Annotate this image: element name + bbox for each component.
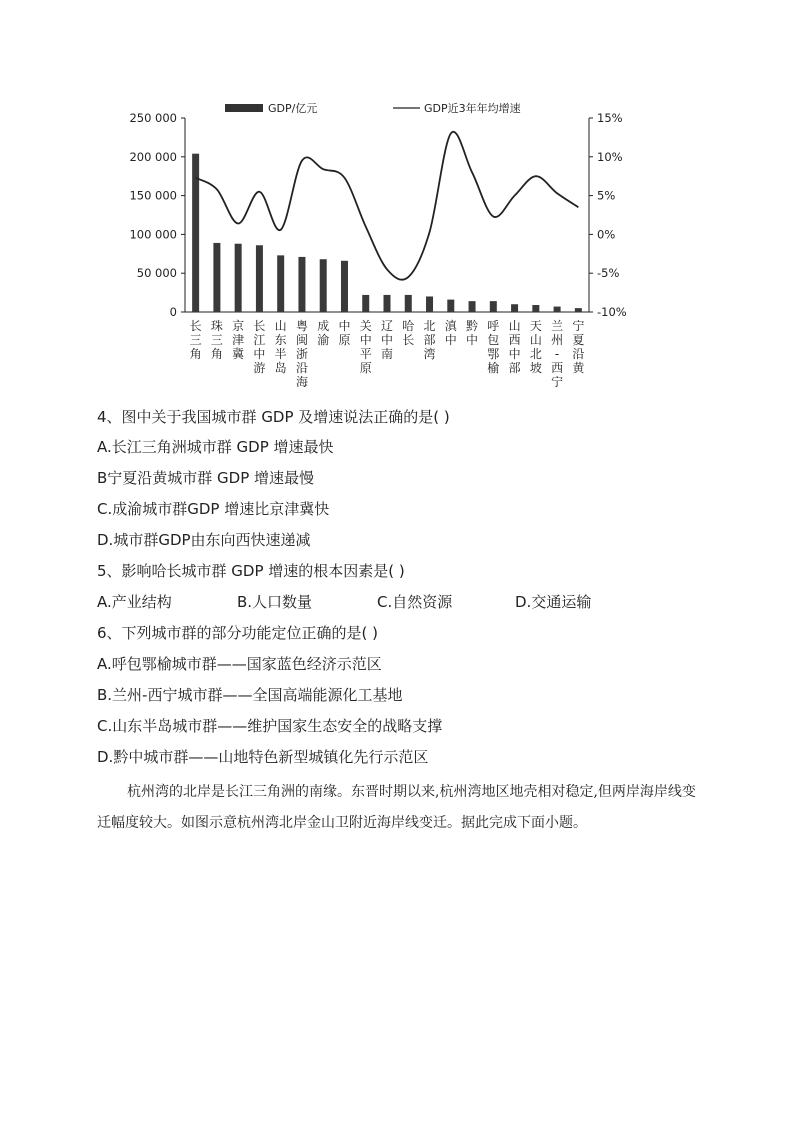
left-tick-label: 50 000 (136, 266, 177, 281)
x-category-label-char: 宁 (551, 375, 564, 389)
question-6-stem: 6、下列城市群的部分功能定位正确的是( ) (97, 624, 379, 642)
left-tick-label: 200 000 (129, 149, 177, 164)
x-category-label-char: 三 (189, 333, 202, 347)
gdp-bar (362, 295, 369, 312)
right-tick-label: 0% (597, 227, 616, 242)
x-category-label-char: 中 (466, 333, 479, 347)
x-category-label-char: 西 (508, 333, 521, 347)
x-category-label-char: 坡 (529, 361, 542, 375)
x-category-label-char: 部 (423, 333, 436, 347)
x-category-label-char: 江 (253, 333, 266, 347)
x-category-label-char: 渝 (317, 333, 330, 347)
x-category-label-char: 平 (359, 347, 372, 361)
right-tick-label: -10% (597, 305, 627, 319)
x-category-label-char: 北 (529, 347, 542, 361)
x-category-label-char: 兰 (551, 319, 564, 333)
legend-bar-swatch (225, 104, 263, 112)
left-tick-label: 0 (169, 305, 177, 319)
question-6-option-b: B.兰州-西宁城市群——全国高端能源化工基地 (97, 686, 403, 704)
question-4-option-b: B宁夏沿黄城市群 GDP 增速最慢 (97, 469, 315, 487)
x-category-label-char: 黔 (466, 319, 479, 333)
gdp-bar (490, 301, 497, 312)
gdp-bar (192, 154, 199, 312)
right-tick-label: 10% (597, 149, 623, 164)
x-category-label-char: 中 (359, 333, 372, 347)
question-6-option-d: D.黔中城市群——山地特色新型城镇化先行示范区 (97, 748, 429, 766)
x-category-label-char: 津 (232, 333, 245, 347)
left-tick-label: 100 000 (129, 227, 177, 242)
gdp-bar (405, 295, 412, 312)
x-category-label-char: 浙 (295, 347, 308, 361)
gdp-bar (320, 259, 327, 312)
question-4-stem: 4、图中关于我国城市群 GDP 及增速说法正确的是( ) (97, 408, 450, 426)
x-category-label-char: 长 (253, 319, 266, 333)
x-category-label-char: 成 (317, 319, 330, 333)
x-category-label-char: 州 (551, 333, 564, 347)
x-category-label-char: 珠 (210, 319, 223, 333)
x-category-label-char: 海 (295, 375, 308, 389)
x-category-label-char: 游 (253, 361, 266, 375)
reading-passage (97, 777, 697, 839)
x-category-label-char: 天 (529, 319, 542, 333)
x-category-label-char: 鄂 (487, 347, 500, 361)
x-category-label-char: - (554, 347, 560, 361)
x-category-label-char: 沿 (572, 347, 585, 361)
question-5-option-a: A.产业结构 (97, 593, 172, 611)
question-4-option-c: C.成渝城市群GDP 增速比京津冀快 (97, 500, 330, 518)
legend-line-label: GDP近3年年均增速 (424, 102, 521, 115)
question-5-options (97, 592, 591, 612)
gdp-bar (213, 243, 220, 312)
growth-rate-line (196, 132, 579, 280)
x-category-label-char: 角 (189, 347, 202, 361)
x-category-label-char: 角 (210, 347, 223, 361)
x-category-label-char: 辽 (380, 319, 394, 333)
gdp-bar (298, 257, 305, 312)
x-category-label-char: 冀 (232, 347, 245, 361)
x-category-label-char: 中 (253, 347, 266, 361)
x-category-label-char: 南 (380, 347, 394, 361)
right-tick-label: 15% (597, 111, 623, 125)
x-category-label-char: 沿 (295, 361, 308, 375)
gdp-bar (554, 307, 561, 312)
gdp-bar (511, 304, 518, 312)
x-category-label-char: 中 (508, 347, 521, 361)
x-category-label-char: 中 (444, 333, 457, 347)
gdp-bar (532, 305, 539, 312)
x-category-label-char: 黄 (572, 361, 585, 375)
x-category-label-char: 京 (232, 319, 245, 333)
x-category-label-char: 北 (423, 319, 436, 333)
right-tick-label: 5% (597, 188, 616, 203)
x-category-label-char: 粤 (295, 319, 308, 333)
gdp-bar (469, 301, 476, 312)
x-category-label-char: 宁 (572, 319, 585, 333)
x-category-label-char: 中 (338, 319, 351, 333)
gdp-chart (0, 95, 794, 395)
x-category-label-char: 原 (338, 333, 351, 347)
x-category-label-char: 长 (189, 319, 202, 333)
x-category-label-char: 包 (487, 333, 500, 347)
gdp-bar (277, 255, 284, 312)
question-4-option-a: A.长江三角洲城市群 GDP 增速最快 (97, 438, 334, 456)
gdp-bar (575, 308, 582, 312)
x-category-label-char: 半 (274, 347, 287, 361)
question-4-option-d: D.城市群GDP由东向西快速递减 (97, 531, 311, 549)
gdp-bar (341, 261, 348, 312)
x-category-label-char: 原 (359, 361, 372, 375)
x-category-label-char: 关 (359, 319, 372, 333)
x-category-label-char: 部 (508, 361, 521, 375)
question-5-option-c: C.自然资源 (377, 593, 453, 611)
x-category-label-char: 中 (380, 333, 394, 347)
question-5-stem: 5、影响哈长城市群 GDP 增速的根本因素是( ) (97, 562, 405, 580)
x-category-label-char: 哈 (402, 319, 415, 333)
x-category-label-char: 山 (508, 319, 521, 333)
x-category-label-char: 山 (274, 319, 287, 333)
question-5-option-d: D.交通运输 (515, 593, 592, 611)
question-6-option-a: A.呼包鄂榆城市群——国家蓝色经济示范区 (97, 655, 382, 673)
left-tick-label: 250 000 (129, 111, 177, 125)
gdp-bar (384, 295, 391, 312)
x-category-label-char: 夏 (572, 333, 585, 347)
left-tick-label: 150 000 (129, 188, 177, 203)
x-category-label-char: 湾 (423, 347, 436, 361)
question-6-option-c: C.山东半岛城市群——维护国家生态安全的战略支撑 (97, 717, 443, 735)
x-category-label-char: 东 (274, 333, 287, 347)
reading-passage-text: 杭州湾的北岸是长江三角洲的南缘。东晋时期以来,杭州湾地区地壳相对稳定,但两岸海岸线变迁幅度较大。如图示意杭州湾北岸金山卫附近海岸线变迁。据此完成下面小题。 (97, 784, 696, 831)
x-category-label-char: 榆 (487, 361, 500, 375)
gdp-bar (426, 296, 433, 312)
x-category-label-char: 长 (402, 333, 415, 347)
x-category-label-char: 三 (210, 333, 223, 347)
gdp-bar (235, 244, 242, 312)
x-category-label-char: 闽 (295, 333, 308, 347)
question-5-option-b: B.人口数量 (237, 593, 313, 611)
right-tick-label: -5% (597, 266, 620, 281)
gdp-bar (256, 245, 263, 312)
x-category-label-char: 西 (551, 361, 564, 375)
x-category-label-char: 滇 (444, 319, 457, 333)
x-category-label-char: 呼 (487, 319, 500, 333)
gdp-bar (447, 300, 454, 312)
x-category-label-char: 岛 (274, 361, 287, 375)
x-category-label-char: 山 (529, 333, 542, 347)
legend-bar-label: GDP/亿元 (268, 102, 318, 115)
